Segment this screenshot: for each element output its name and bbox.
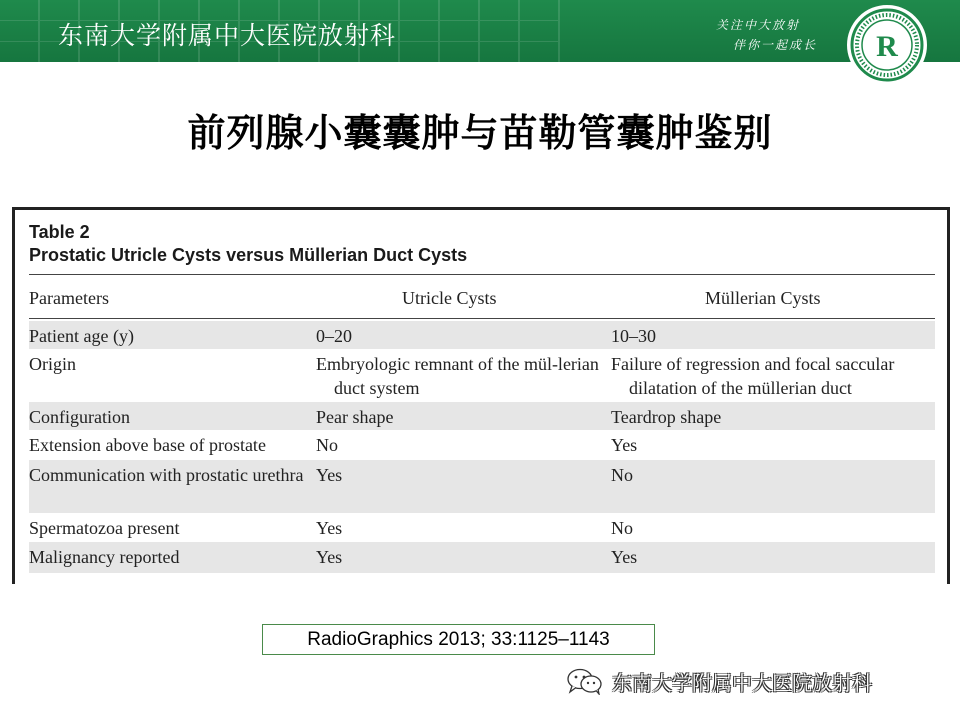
table-header-rule [29, 318, 935, 319]
table-row [29, 321, 935, 349]
cell-utricle: No [316, 435, 338, 455]
table-row [29, 402, 935, 430]
header-bar [0, 0, 960, 62]
cell-mullerian: No [611, 465, 633, 485]
cell-utricle: Yes [316, 465, 343, 485]
cell-parameter: Spermatozoa present [29, 518, 180, 538]
table-row [29, 460, 935, 513]
cell-mullerian: Yes [611, 547, 638, 567]
cell-utricle: Pear shape [316, 407, 394, 427]
column-header-parameters: Parameters [29, 288, 109, 308]
cell-utricle: Yes [316, 547, 343, 567]
cell-parameter: Patient age (y) [29, 326, 134, 346]
table-body [29, 321, 935, 573]
table-row [29, 513, 935, 542]
column-header-utricle: Utricle Cysts [402, 288, 497, 308]
watermark [566, 666, 872, 696]
header-title: 东南大学附属中大医院放射科 [58, 21, 397, 50]
cell-parameter: Origin [29, 354, 76, 374]
citation-box: RadioGraphics 2013; 33:1125–1143 [262, 624, 655, 655]
table-row [29, 542, 935, 573]
slogan-line-2: 伴你一起成长 [733, 38, 818, 52]
slide-title: 前列腺小囊囊肿与苗勒管囊肿鉴别 [187, 111, 773, 155]
table-label: Table 2 [29, 222, 90, 242]
cell-utricle: Yes [316, 518, 343, 538]
watermark-text: 东南大学附属中大医院放射科 [612, 670, 872, 695]
cell-parameter: Communication with prostatic urethra [29, 465, 304, 485]
cell-mullerian: No [611, 518, 633, 538]
wechat-icon [566, 667, 604, 695]
table-row [29, 430, 935, 460]
cell-parameter: Extension above base of prostate [29, 435, 266, 455]
comparison-table [12, 207, 950, 584]
slogan-line-1: 关注中大放射 [716, 18, 801, 32]
table-caption: Prostatic Utricle Cysts versus Müllerian Duct Cysts [29, 245, 468, 265]
cell-mullerian: Yes [611, 435, 638, 455]
table-row [29, 349, 935, 402]
cell-parameter: Malignancy reported [29, 547, 180, 567]
hospital-logo-icon [846, 4, 928, 86]
logo-letter: R [876, 30, 898, 63]
cell-mullerian: 10–30 [611, 326, 656, 346]
cell-parameter: Configuration [29, 407, 130, 427]
cell-utricle: 0–20 [316, 326, 352, 346]
cell-mullerian: Failure of regression and focal saccular dilatation of the müllerian duct [611, 354, 895, 398]
cell-mullerian: Teardrop shape [611, 407, 722, 427]
column-header-mullerian: Müllerian Cysts [705, 288, 821, 308]
cell-utricle: Embryologic remnant of the mül-lerian duct system [316, 354, 599, 398]
table-top-rule [29, 274, 935, 275]
